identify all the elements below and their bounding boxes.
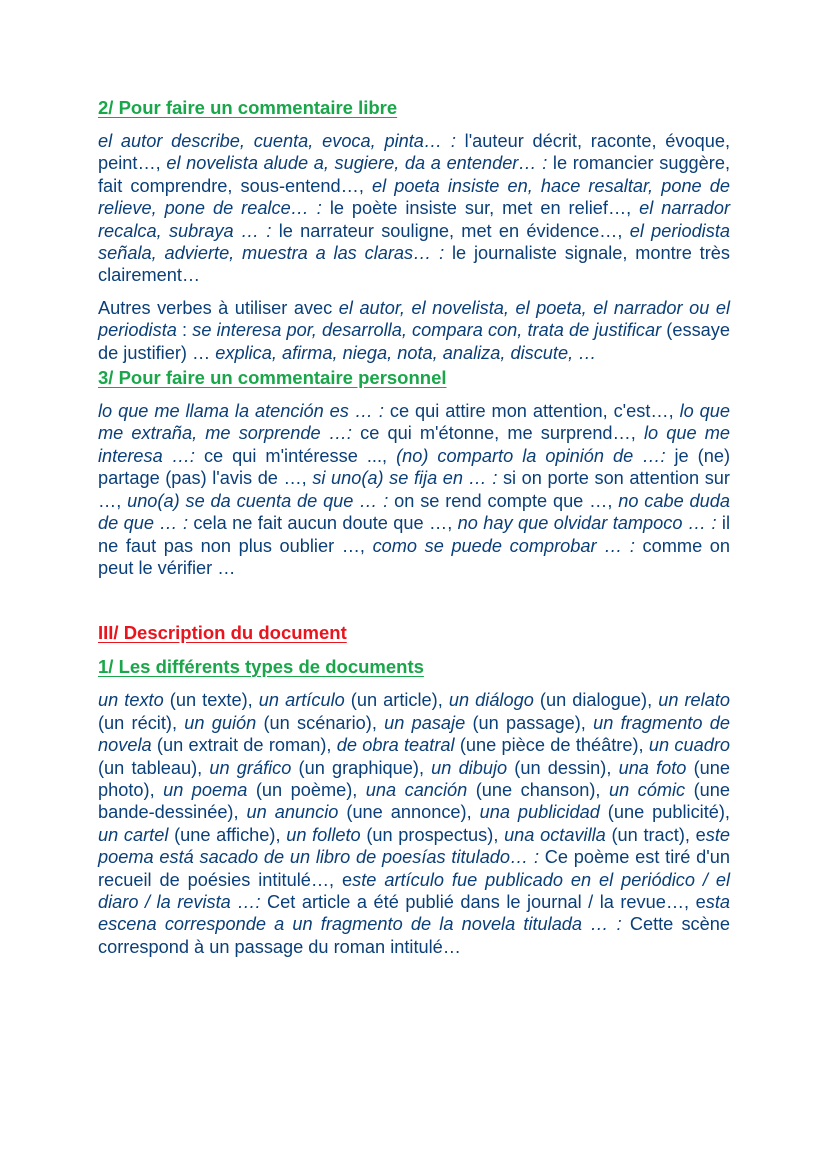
spanish-phrase: uno(a) se da cuenta de que … : (127, 490, 389, 511)
spanish-phrase: se interesa por, desarrolla, compara con, trata de justificar (192, 320, 662, 341)
french-translation: (un tract), e (605, 824, 706, 845)
french-translation: le poète insiste sur, met en relief…, (321, 198, 640, 219)
french-translation: ce qui m'étonne, me surprend…, (351, 423, 644, 444)
spanish-phrase: sta escena corresponde a un fragmento de la novela titulada … : (98, 891, 730, 935)
spanish-phrase: una publicidad (479, 802, 600, 823)
french-translation: (un passage), (465, 712, 594, 733)
spanish-phrase: una canción (365, 779, 468, 800)
french-translation: (un prospectus), (360, 824, 505, 845)
french-translation: (un graphique), (291, 757, 432, 778)
french-translation: (un poème), (247, 779, 366, 800)
spanish-phrase: el poeta insiste en, hace resaltar, pone de relieve, pone de realce… : (98, 175, 730, 219)
paragraph-types-documents (98, 689, 730, 958)
spanish-phrase: una foto (618, 757, 687, 778)
french-translation: ce qui m'intéresse ..., (194, 445, 397, 466)
spanish-phrase: de obra teatral (336, 735, 455, 756)
spanish-phrase: un pasaje (384, 712, 466, 733)
french-translation: le journaliste signale, montre très clairement… (98, 243, 730, 286)
french-translation: ce qui attire mon attention, c'est…, (383, 401, 680, 422)
french-translation: (un dialogue), (533, 690, 659, 711)
spanish-phrase: no hay que olvidar tampoco … : (457, 513, 717, 534)
french-translation: (une publicité), (599, 802, 730, 823)
french-translation: le romancier suggère, fait comprendre, sous-entend…, (98, 153, 731, 196)
french-translation: (une affiche), (168, 824, 287, 845)
spanish-phrase: explica, afirma, niega, nota, analiza, discute, … (215, 342, 597, 363)
french-translation: le narrateur souligne, met en évidence…, (271, 220, 630, 241)
spanish-phrase: el periodista señala, advierte, muestra a las claras… : (98, 220, 730, 264)
section-heading-commentaire-libre: 2/ Pour faire un commentaire libre (98, 97, 398, 118)
paragraph-commentaire-personnel (98, 400, 730, 579)
french-translation: (une chanson), (467, 779, 609, 800)
french-translation: cela ne fait aucun doute que …, (188, 513, 458, 534)
french-translation: Cet article a été publié dans le journal / la revue…, e (260, 891, 706, 912)
spanish-phrase: un dibujo (431, 757, 508, 778)
french-translation: (un texte), (163, 690, 259, 711)
french-translation: (une bande-dessinée), (98, 779, 731, 823)
spanish-phrase: un relato (658, 690, 730, 711)
spanish-phrase: el autor, el novelista, el poeta, el narrador ou el periodista (98, 297, 730, 341)
subsection-heading-types-documents: 1/ Les différents types de documents (98, 656, 424, 678)
french-translation: si on porte son attention sur …, (98, 468, 730, 511)
french-translation: Autres verbes à utiliser avec (98, 297, 339, 318)
french-translation: (essaye de justifier) … (98, 320, 730, 363)
spanish-phrase: un cuadro (648, 735, 730, 756)
french-translation: Ce poème est tiré d'un recueil de poésies intitulé…, e (98, 847, 730, 890)
french-translation: (une photo), (98, 757, 730, 800)
french-translation: je (ne) partage (pas) l'avis de …, (98, 445, 730, 489)
french-translation: il ne faut pas non plus oublier …, (98, 513, 730, 556)
french-translation: Cette scène correspond à un passage du roman intitulé… (98, 914, 730, 957)
french-translation: (un scénario), (256, 712, 385, 733)
french-translation: comme on peut le vérifier … (98, 535, 731, 578)
spanish-phrase: ste poema está sacado de un libro de poesías titulado… : (98, 824, 730, 868)
french-translation: (un dessin), (507, 757, 619, 778)
spanish-phrase: lo que me extraña, me sorprende …: (98, 401, 730, 444)
spanish-phrase: un poema (163, 779, 248, 800)
paragraph-autres-verbes (98, 297, 730, 364)
spanish-phrase: si uno(a) se fija en … : (312, 468, 498, 489)
spanish-phrase: un diálogo (448, 690, 534, 711)
spanish-phrase: un artículo (258, 690, 345, 711)
spanish-phrase: el novelista alude a, sugiere, da a entender… : (166, 153, 548, 174)
section-heading-commentaire-personnel: 3/ Pour faire un commentaire personnel (98, 367, 447, 389)
spanish-phrase: ste artículo fue publicado en el periódico / el diaro / la revista …: (98, 869, 730, 912)
spanish-phrase: como se puede comprobar … : (372, 535, 635, 556)
spanish-phrase: el autor describe, cuenta, evoca, pinta… : (98, 131, 456, 151)
spanish-phrase: un gráfico (209, 757, 292, 778)
french-translation: on se rend compte que …, (388, 490, 619, 511)
spanish-phrase: un cartel (98, 824, 169, 845)
paragraph-commentaire-libre (98, 130, 730, 287)
french-translation: (un tableau), (98, 757, 210, 778)
spanish-phrase: un cómic (608, 779, 686, 800)
french-translation: l'auteur décrit, raconte, évoque, peint…, (98, 131, 730, 174)
section-heading-description-document: III/ Description du document (98, 622, 347, 644)
spanish-phrase: lo que me llama la atención es … : (98, 401, 384, 422)
spanish-phrase: el narrador recalca, subraya … : (98, 198, 730, 241)
french-translation: (une pièce de théâtre), (454, 735, 649, 756)
french-translation: (une annonce), (338, 802, 480, 823)
spanish-phrase: un anuncio (246, 802, 339, 823)
spanish-phrase: lo que me interesa …: (98, 423, 730, 466)
spanish-phrase: un fragmento de novela (98, 712, 730, 756)
spanish-phrase: no cabe duda de que … : (98, 490, 730, 534)
french-translation: (un récit), (98, 712, 185, 733)
spanish-phrase: una octavilla (504, 824, 606, 845)
spanish-phrase: un guión (184, 712, 257, 733)
french-translation: (un extrait de roman), (151, 735, 337, 756)
french-translation: (un article), (344, 690, 449, 711)
spanish-phrase: (no) comparto la opinión de …: (396, 445, 666, 466)
spanish-phrase: un texto (98, 690, 164, 711)
french-translation: : (176, 320, 193, 341)
spanish-phrase: un folleto (286, 824, 361, 845)
